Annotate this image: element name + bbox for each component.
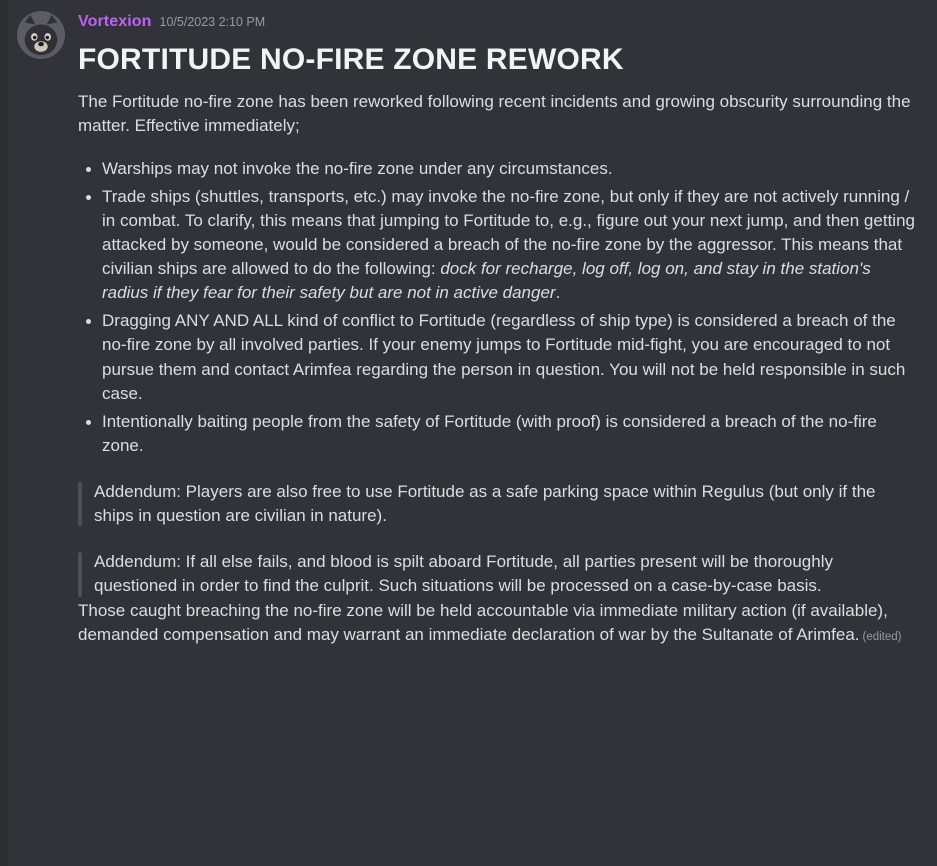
list-item bbox=[100, 185, 917, 306]
list-item-text: Trade ships (shuttles, transports, etc.) may invoke the no-fire zone, but only if they are not actively running / in combat. To clarify, this means that jumping to Fortitude to, e.g., figure out your next jump, and then getting attacked by someone, would be considered a breach of the no-fire zone by the aggressor. This means that civilian ships are allowed to do the following: bbox=[102, 186, 915, 279]
avatar[interactable] bbox=[16, 10, 66, 60]
edited-marker: (edited) bbox=[862, 630, 902, 643]
blockquote-text: Addendum: If all else fails, and blood is spilt aboard Fortitude, all parties present will be thoroughly questioned in order to find the culprit. Such situations will be processed on a case-by-case basis. bbox=[94, 552, 833, 596]
list-item bbox=[100, 309, 917, 406]
rules-list bbox=[78, 157, 917, 459]
list-item-text: Warships may not invoke the no-fire zone under any circumstances. bbox=[102, 158, 613, 178]
blockquote-text: Addendum: Players are also free to use Fortitude as a safe parking space within Regulus (but only if the ships in question are civilian in nature). bbox=[94, 482, 876, 526]
message-header bbox=[78, 12, 917, 33]
list-item-text-tail: . bbox=[555, 283, 561, 303]
message-timestamp: 10/5/2023 2:10 PM bbox=[159, 15, 266, 29]
message-title: FORTITUDE NO-FIRE ZONE REWORK bbox=[78, 42, 624, 76]
message-closing-text: Those caught breaching the no-fire zone will be held accountable via immediate military action (if available), demanded compensation and may warrant an immediate declaration of war by the Sultanate of Arimfea. bbox=[78, 600, 888, 644]
list-item-text: Dragging ANY AND ALL kind of conflict to Fortitude (regardless of ship type) is considered a breach of the no-fire zone by all involved parties. If your enemy jumps to Fortitude mid-fight, you are encouraged to not pursue them and contact Arimfea regarding the person in question. You will not be held responsible in such case. bbox=[102, 311, 906, 403]
message-closing bbox=[78, 599, 917, 647]
message-intro: The Fortitude no-fire zone has been reworked following recent incidents and growing obscurity surrounding the matter. Effective immediately; bbox=[78, 92, 911, 136]
list-item bbox=[100, 157, 917, 181]
dog-avatar-icon bbox=[17, 11, 65, 59]
blockquote-addendum-2 bbox=[78, 550, 917, 598]
list-item-emphasis: dock for recharge, log off, log on, and stay in the station's radius if they fear for their safety but are not in active danger bbox=[102, 259, 871, 303]
message-author[interactable]: Vortexion bbox=[78, 13, 152, 30]
blockquote-addendum-1 bbox=[78, 480, 917, 528]
list-item bbox=[100, 410, 917, 458]
list-item-text: Intentionally baiting people from the safety of Fortitude (with proof) is considered a breach of the no-fire zone. bbox=[102, 411, 877, 455]
